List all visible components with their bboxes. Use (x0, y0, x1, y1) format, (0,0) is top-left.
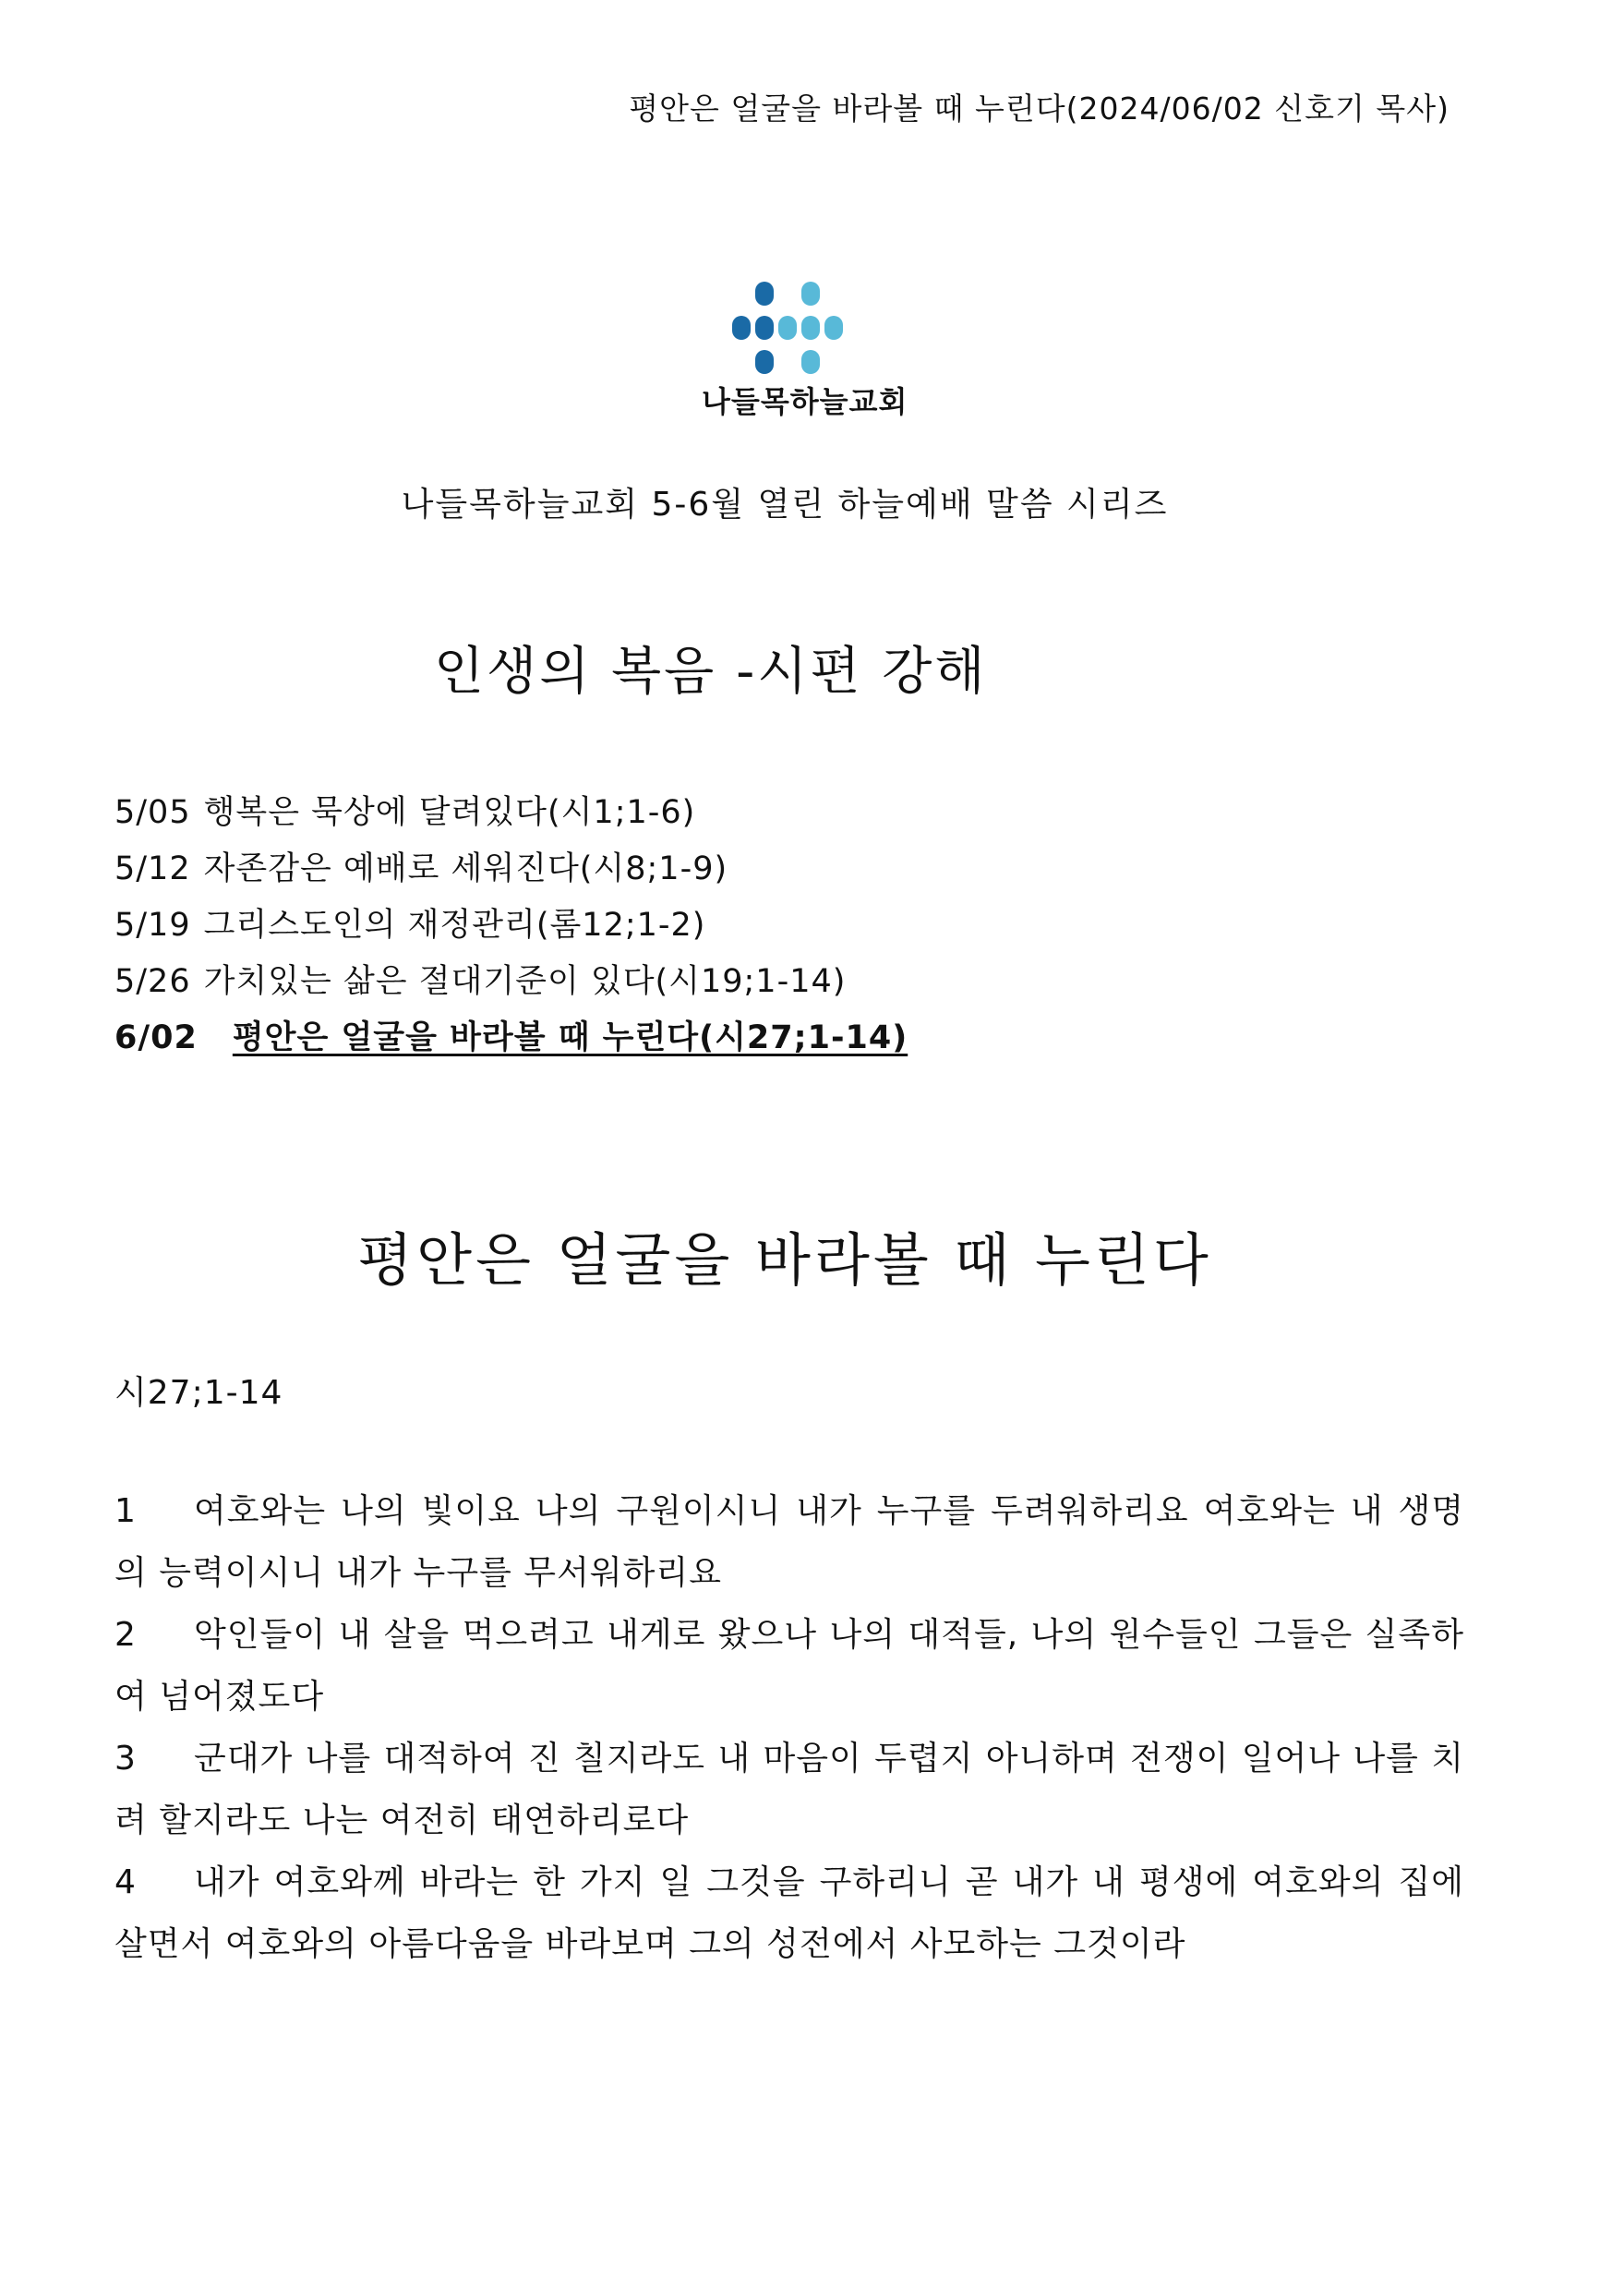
verse-number: 3 (114, 1740, 137, 1778)
schedule-title: 행복은 묵상에 달려있다(시1;1-6) (203, 794, 696, 831)
logo-wordmark: 나들목하늘교회 (702, 384, 908, 419)
schedule-item (114, 841, 908, 898)
schedule-title: 그리스도인의 재정관리(롬12;1-2) (203, 907, 706, 944)
sermon-title: 평안은 얼굴을 바라볼 때 누린다 (357, 1226, 1212, 1294)
schedule-date: 6/02 (114, 1019, 198, 1056)
schedule-title: 자존감은 예배로 세워진다(시8;1-9) (203, 850, 728, 887)
church-logo (702, 282, 908, 429)
verse (114, 1480, 1464, 1604)
schedule-item (114, 898, 908, 954)
verse-text: 군대가 나를 대적하여 진 칠지라도 내 마음이 두렵지 아니하며 전쟁이 일어나 나를 치려 할지라도 나는 여전히 태연하리로다 (114, 1740, 1464, 1839)
logo-dot (755, 350, 774, 374)
series-title: 나들목하늘교회 5-6월 열린 하늘예배 말씀 시리즈 (401, 486, 1169, 524)
schedule-date: 5/05 (114, 794, 191, 831)
schedule-date: 5/12 (114, 850, 191, 887)
verse-text: 내가 여호와께 바라는 한 가지 일 그것을 구하리니 곧 내가 내 평생에 여호와의 집에 살면서 여호와의 아름다움을 바라보며 그의 성전에서 사모하는 그것이라 (114, 1863, 1464, 1963)
scripture-passage (114, 1480, 1464, 1975)
logo-dot (755, 316, 774, 340)
verse-text: 여호와는 나의 빛이요 나의 구원이시니 내가 누구를 두려워하리요 여호와는 내 생명의 능력이시니 내가 누구를 무서워하리요 (114, 1492, 1464, 1592)
verse (114, 1604, 1464, 1728)
schedule-date: 5/26 (114, 963, 191, 1000)
schedule-item (114, 954, 908, 1010)
schedule-date: 5/19 (114, 907, 191, 944)
series-heading: 인생의 복음 -시편 강해 (434, 642, 988, 702)
logo-dot (801, 350, 820, 374)
schedule-item-current (114, 1010, 908, 1067)
verse (114, 1728, 1464, 1851)
verse (114, 1851, 1464, 1975)
verse-text: 악인들이 내 살을 먹으려고 내게로 왔으나 나의 대적들, 나의 원수들인 그들은 실족하여 넘어졌도다 (114, 1616, 1464, 1716)
schedule-title: 가치있는 삶은 절대기준이 있다(시19;1-14) (203, 963, 847, 1000)
logo-dot (801, 316, 820, 340)
sermon-schedule (114, 785, 908, 1067)
schedule-title: 평안은 얼굴을 바라볼 때 누린다(시27;1-14) (232, 1019, 908, 1056)
logo-dot (732, 316, 751, 340)
scripture-reference: 시27;1-14 (114, 1374, 283, 1412)
logo-dot (778, 316, 797, 340)
verse-number: 4 (114, 1863, 137, 1901)
logo-dot (755, 282, 774, 306)
schedule-item (114, 785, 908, 841)
logo-mark-icon (718, 282, 866, 374)
page-header: 평안은 얼굴을 바라볼 때 누린다(2024/06/02 신호기 목사) (629, 90, 1450, 127)
logo-dot (824, 316, 843, 340)
verse-number: 2 (114, 1616, 137, 1654)
logo-dot (801, 282, 820, 306)
verse-number: 1 (114, 1492, 137, 1530)
